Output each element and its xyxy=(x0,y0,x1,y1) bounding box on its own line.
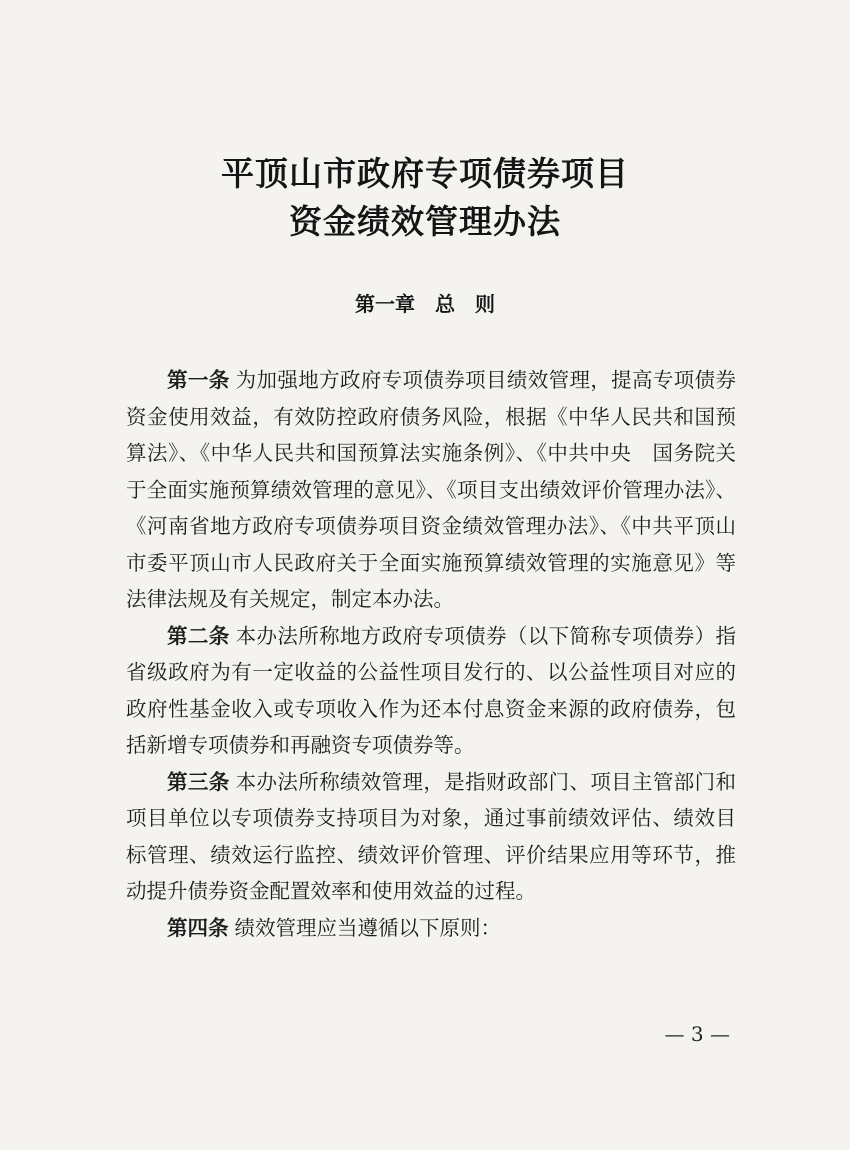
article-2-text: 本办法所称地方政府专项债券（以下简称专项债券）指省级政府为有一定收益的公益性项目发行的、以公益性项目对应的政府性基金收入或专项收入作为还本付息资金来源的政府债券，包括新增专项债券和再融资专项债券等。 xyxy=(126,623,737,757)
article-1-label: 第一条 xyxy=(167,368,230,392)
article-4-text: 绩效管理应当遵循以下原则： xyxy=(234,915,501,940)
article-3 xyxy=(126,764,736,910)
document-body xyxy=(126,362,736,946)
page-number: — 3 — xyxy=(664,1022,730,1046)
article-2 xyxy=(126,618,736,764)
chapter-heading: 第一章 总 则 xyxy=(355,292,495,316)
article-4-label: 第四条 xyxy=(167,915,229,940)
article-2-label: 第二条 xyxy=(167,623,230,648)
article-1 xyxy=(126,362,736,618)
article-4 xyxy=(126,910,736,947)
article-3-text: 本办法所称绩效管理，是指财政部门、项目主管部门和项目单位以专项债券支持项目为对象，通过事前绩效评估、绩效目标管理、绩效运行监控、绩效评价管理、评价结果应用等环节，推动提升债券资金配置效率和使用效益的过程。 xyxy=(126,769,737,903)
article-1-text: 为加强地方政府专项债券项目绩效管理，提高专项债券资金使用效益，有效防控政府债务风险，根据《中华人民共和国预算法》、《中华人民共和国预算法实施条例》、《中共中央 国务院关于全面实施预算绩效管理的意见》、《项目支出绩效评价管理办法》、《河南省地方政府专项债券项目资金绩效管理办法》、《中共平顶山市委平顶山市人民政府关于全面实施预算绩效管理的实施意见》等法律法规及有关规定，制定本办法。 xyxy=(126,368,737,611)
document-title-line-1: 平顶山市政府专项债券项目 xyxy=(221,154,629,193)
article-3-label: 第三条 xyxy=(167,769,230,794)
document-title-line-2: 资金绩效管理办法 xyxy=(289,202,561,241)
